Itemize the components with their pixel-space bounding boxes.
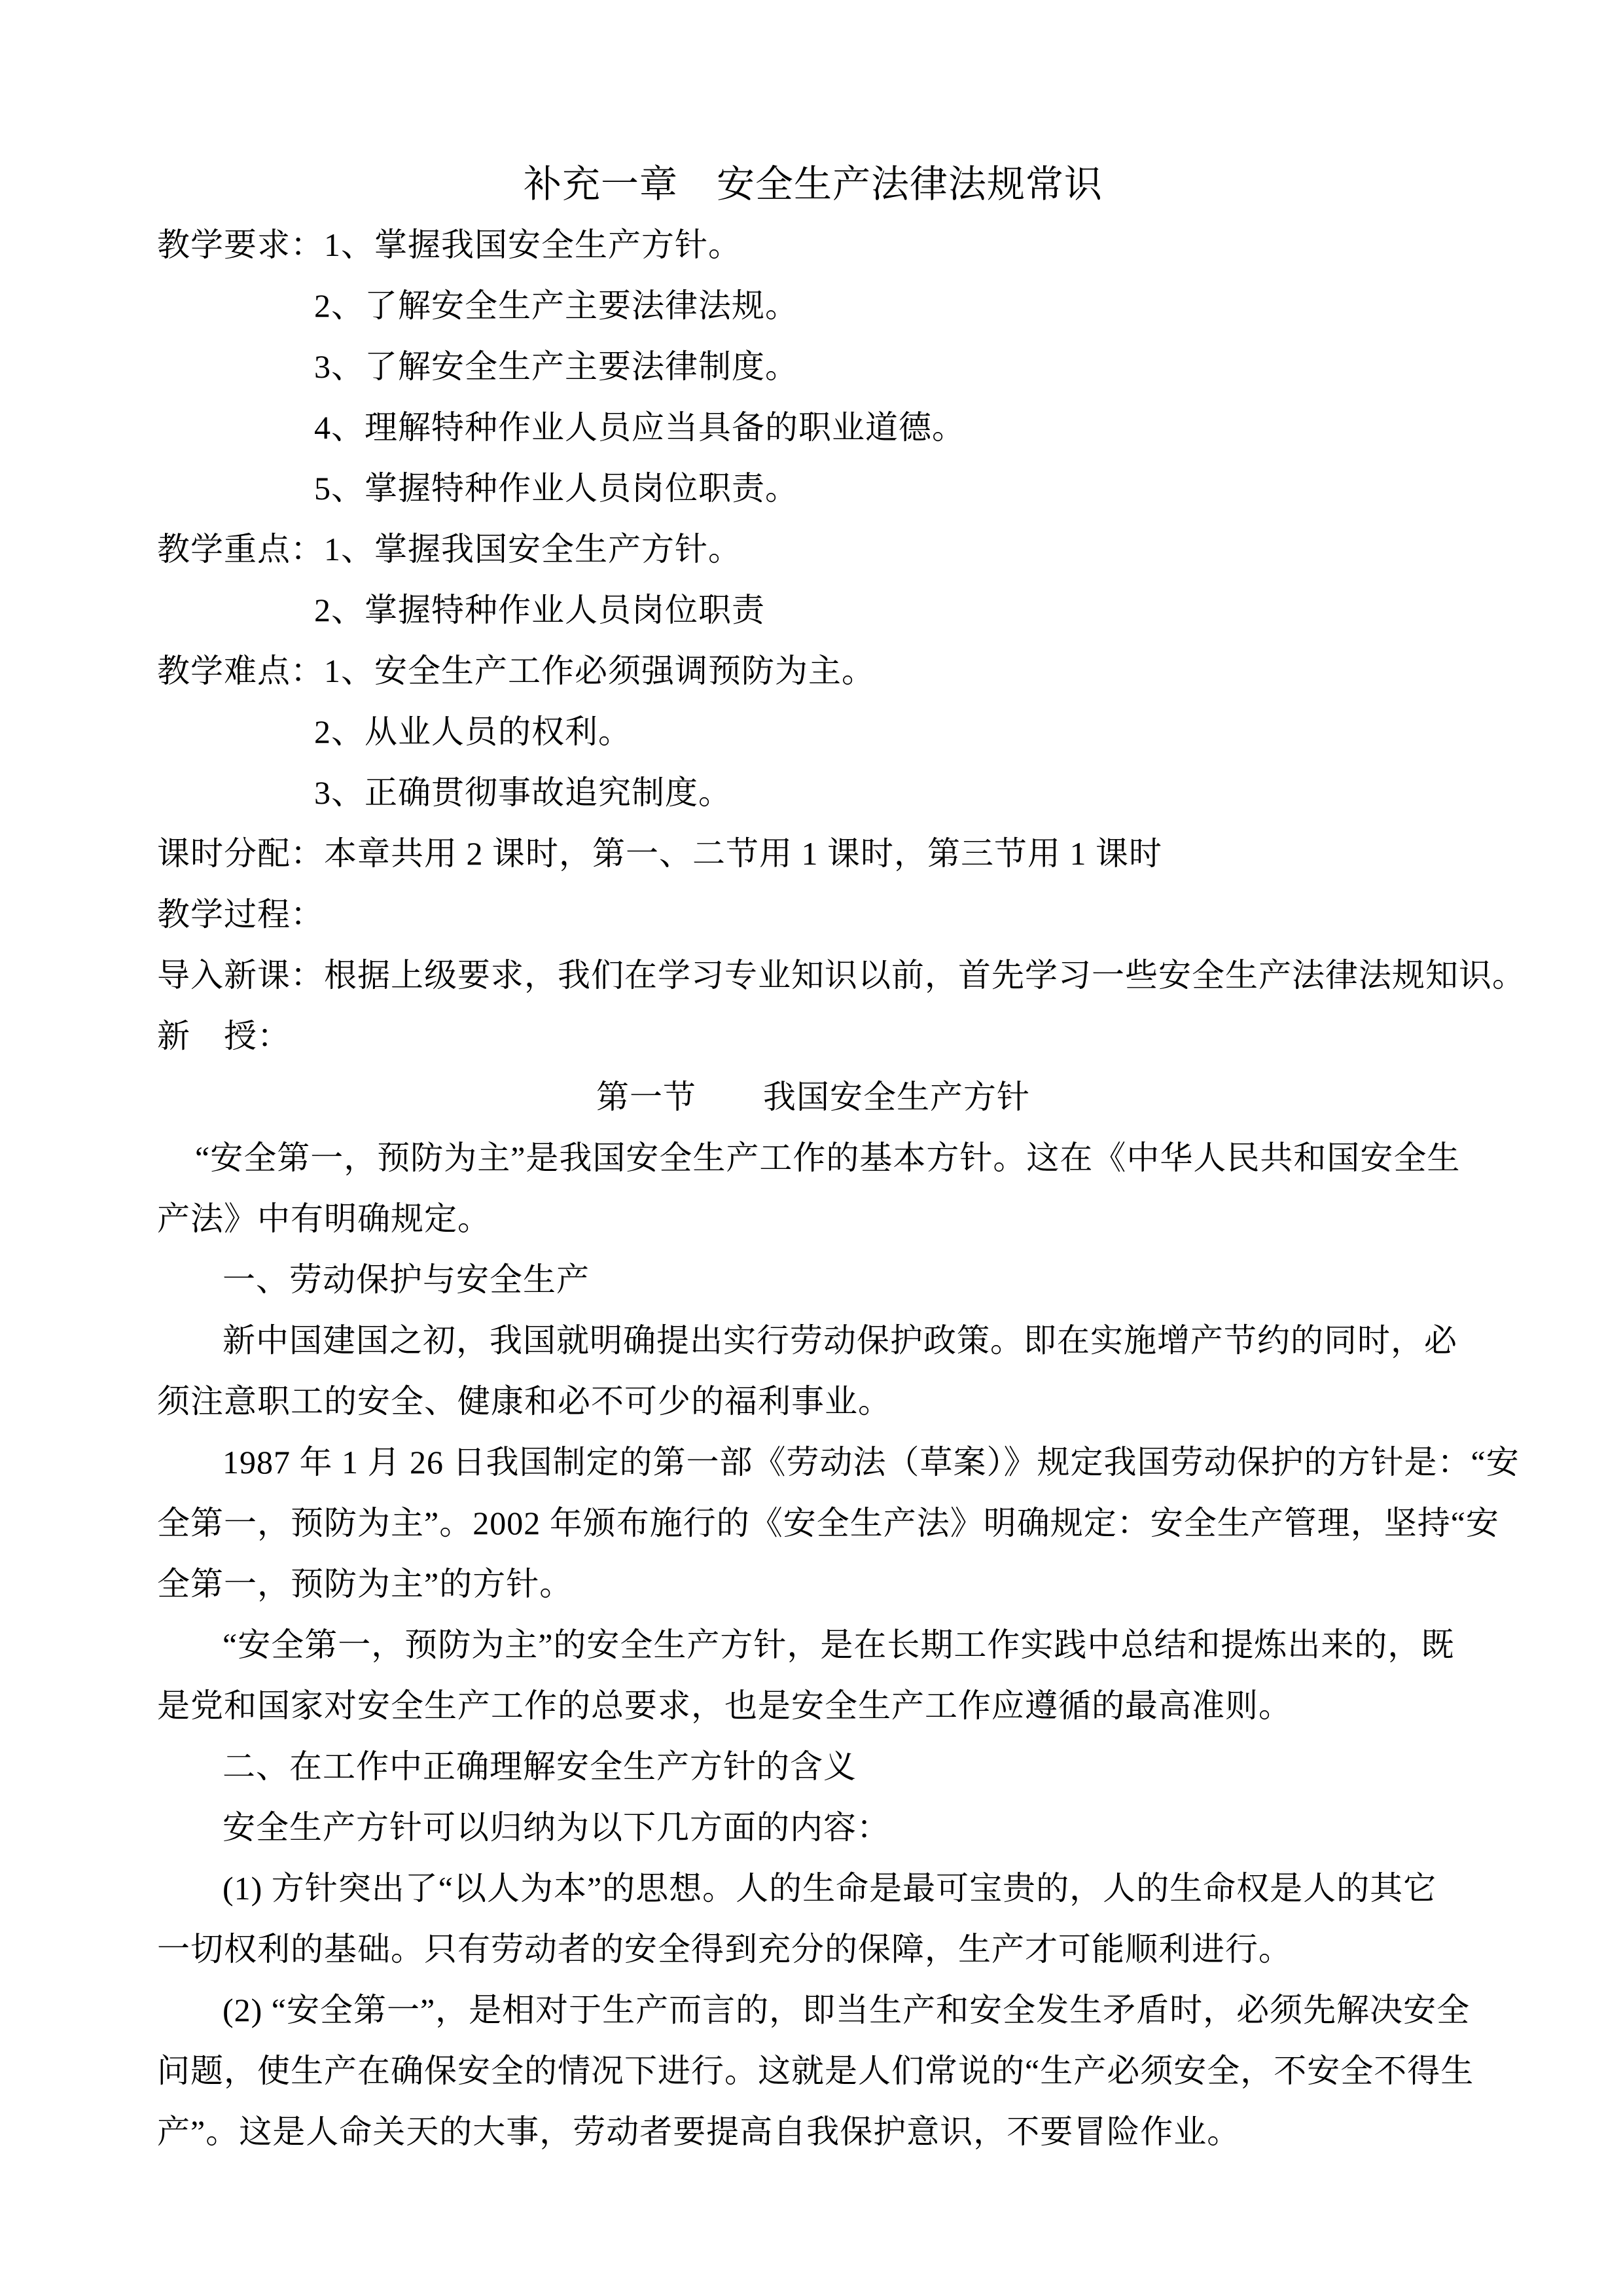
para-point1-line-2 [157, 1919, 1469, 1980]
text-segment: 新中国建国之初，我国就明确提出实行劳动保护政策。即在实施增产节约的同时，必 [223, 1322, 1457, 1359]
section-1-heading [157, 1067, 1469, 1128]
text-segment: 1、掌握我国安全生产方针。 [324, 531, 741, 567]
para-policy-line-1 [157, 1128, 1469, 1189]
para-point2-line-1 [157, 1980, 1469, 2041]
emphasized-text: 第一节 我国安全生产方针 [596, 1079, 1030, 1115]
para-point2-line-2 [157, 2041, 1474, 2102]
para-labor-line-2 [157, 1371, 1469, 1432]
text-segment: 产法》中有明确规定。 [157, 1200, 491, 1237]
emphasized-text: 新 授： [157, 1018, 291, 1054]
emphasized-text: “安全第一，预防为主” [195, 1139, 526, 1176]
para-meaning-intro [157, 1797, 1469, 1858]
requirement-item-5 [157, 458, 1469, 519]
emphasized-text: 课时分配： [157, 835, 324, 872]
text-segment: 产”。这是人命关天的大事，劳动者要提高自我保护意识，不要冒险作业。 [157, 2113, 1241, 2150]
document-content [157, 154, 1525, 2162]
text-segment: 是我国安全生产工作的基本方针。这在《中华人民共和国安全生 [526, 1139, 1461, 1176]
emphasized-text: 二、在工作中正确理解安全生产方针的含义 [223, 1748, 857, 1785]
text-segment: 4、理解特种作业人员应当具备的职业道德。 [314, 409, 965, 446]
text-segment: 安全生产方针可以归纳为以下几方面的内容： [223, 1809, 890, 1846]
emphasized-text: 教学重点： [157, 531, 324, 567]
para-principle-line-2 [157, 1676, 1469, 1736]
text-segment: 问题，使生产在确保安全的情况下进行。这就是人们常说的“生产必须安全，不安全不得生 [157, 2053, 1474, 2089]
text-segment: 2、了解安全生产主要法律法规。 [314, 287, 798, 324]
focus-item-2 [157, 580, 1469, 641]
text-segment: (2) “安全第一”，是相对于生产而言的，即当生产和安全发生矛盾时，必须先解决安全 [223, 1992, 1471, 2028]
new-lesson-line [157, 1006, 1469, 1067]
text-segment: 2、掌握特种作业人员岗位职责 [314, 592, 765, 628]
emphasized-text: 教学过程： [157, 896, 324, 933]
requirement-item-4 [157, 397, 1469, 458]
doc-title [157, 154, 1469, 215]
text-segment: 一切权利的基础。只有劳动者的安全得到充分的保障，生产才可能顺利进行。 [157, 1931, 1292, 1967]
difficulty-item-3 [157, 762, 1469, 823]
teaching-difficulties-line [157, 641, 1469, 702]
subheading-1 [157, 1249, 1469, 1310]
difficulty-item-2 [157, 702, 1469, 762]
text-segment: 是党和国家对安全生产工作的总要求，也是安全生产工作应遵循的最高准则。 [157, 1687, 1292, 1724]
text-segment: 5、掌握特种作业人员岗位职责。 [314, 470, 798, 507]
para-1987-line-3 [157, 1554, 1469, 1615]
para-labor-line-1 [157, 1310, 1469, 1371]
text-segment: 1、安全生产工作必须强调预防为主。 [324, 653, 875, 689]
lesson-introduction-line [157, 945, 1525, 1006]
requirement-item-2 [157, 276, 1469, 336]
emphasized-text: 补充一章 安全生产法律法规常识 [523, 163, 1103, 206]
teaching-requirements-line [157, 215, 1469, 276]
text-segment: 本章共用 2 课时，第一、二节用 1 课时，第三节用 1 课时 [324, 835, 1162, 872]
requirement-item-3 [157, 336, 1469, 397]
emphasized-text: 导入新课： [157, 957, 324, 994]
text-segment: 1987 年 1 月 26 日我国制定的第一部《劳动法（草案）》规定我国劳动保护的方针是：“安 [223, 1444, 1520, 1480]
text-segment: 全第一，预防为主”的方针。 [157, 1566, 573, 1602]
para-policy-line-2 [157, 1189, 1469, 1249]
text-segment: (1) 方针突出了“以人为本”的思想。人的生命是最可宝贵的，人的生命权是人的其它 [223, 1870, 1437, 1907]
class-hours-line [157, 823, 1469, 884]
para-principle-line-1 [157, 1615, 1469, 1676]
emphasized-text: 一、劳动保护与安全生产 [223, 1261, 590, 1298]
para-point1-line-1 [157, 1858, 1469, 1919]
text-segment: 须注意职工的安全、健康和必不可少的福利事业。 [157, 1383, 891, 1420]
teaching-focus-line [157, 519, 1469, 580]
para-1987-line-1 [157, 1432, 1520, 1493]
para-1987-line-2 [157, 1493, 1499, 1554]
emphasized-text: “安全第一，预防为主” [223, 1626, 554, 1663]
text-segment: 的安全生产方针，是在长期工作实践中总结和提炼出来的，既 [553, 1626, 1455, 1663]
text-segment: 1、掌握我国安全生产方针。 [324, 226, 741, 263]
para-point2-line-3 [157, 2102, 1469, 2162]
text-segment: 3、正确贯彻事故追究制度。 [314, 774, 732, 811]
text-segment: 2、从业人员的权利。 [314, 713, 632, 750]
text-segment: 全第一，预防为主”。2002 年颁布施行的《安全生产法》明确规定：安全生产管理，坚持“安 [157, 1505, 1499, 1541]
emphasized-text: 教学要求： [157, 226, 324, 263]
teaching-process-line [157, 884, 1469, 945]
subheading-2 [157, 1736, 1469, 1797]
emphasized-text: 教学难点： [157, 653, 324, 689]
text-segment: 3、了解安全生产主要法律制度。 [314, 348, 798, 385]
text-segment: 根据上级要求，我们在学习专业知识以前，首先学习一些安全生产法律法规知识。 [324, 957, 1525, 994]
